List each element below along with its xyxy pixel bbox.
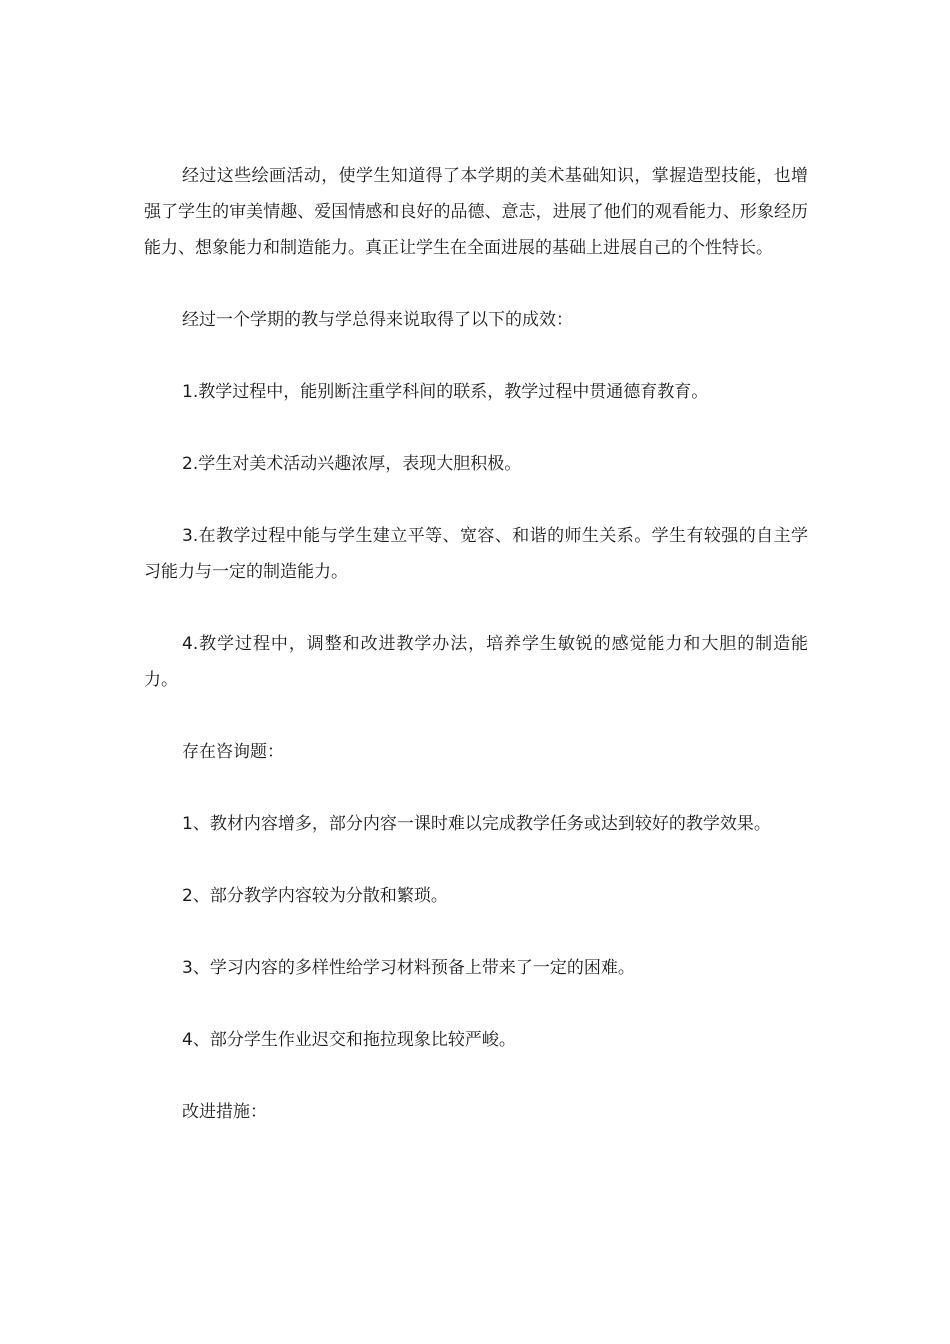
- paragraph-results-intro: 经过一个学期的教与学总得来说取得了以下的成效：: [182, 310, 573, 330]
- document-body: [144, 158, 808, 1166]
- paragraph-result-2: 2.学生对美术活动兴趣浓厚，表现大胆积极。: [182, 454, 522, 474]
- paragraph-result-1: 1.教学过程中，能别断注重学科间的联系，教学过程中贯通德育教育。: [182, 382, 709, 402]
- paragraph-result-4: 4.教学过程中，调整和改进教学办法，培养学生敏锐的感觉能力和大胆的制造能力。: [144, 634, 808, 690]
- paragraph-problem-1: 1、教材内容增多，部分内容一课时难以完成教学任务或达到较好的教学效果。: [182, 814, 771, 834]
- paragraph-problem-3: 3、学习内容的多样性给学习材料预备上带来了一定的困难。: [182, 958, 635, 978]
- paragraph-improvements-heading: 改进措施：: [182, 1102, 267, 1122]
- paragraph-summary: 经过这些绘画活动，使学生知道得了本学期的美术基础知识，掌握造型技能，也增强了学生的审美情趣、爱国情感和良好的品德、意志，进展了他们的观看能力、形象经历能力、想象能力和制造能力。真正让学生在全面进展的基础上进展自己的个性特长。: [144, 166, 808, 258]
- paragraph-problem-2: 2、部分教学内容较为分散和繁琐。: [182, 886, 448, 906]
- paragraph-problem-4: 4、部分学生作业迟交和拖拉现象比较严峻。: [182, 1030, 516, 1050]
- paragraph-result-3: 3.在教学过程中能与学生建立平等、宽容、和谐的师生关系。学生有较强的自主学习能力与一定的制造能力。: [144, 526, 808, 582]
- paragraph-problems-heading: 存在咨询题：: [182, 742, 284, 762]
